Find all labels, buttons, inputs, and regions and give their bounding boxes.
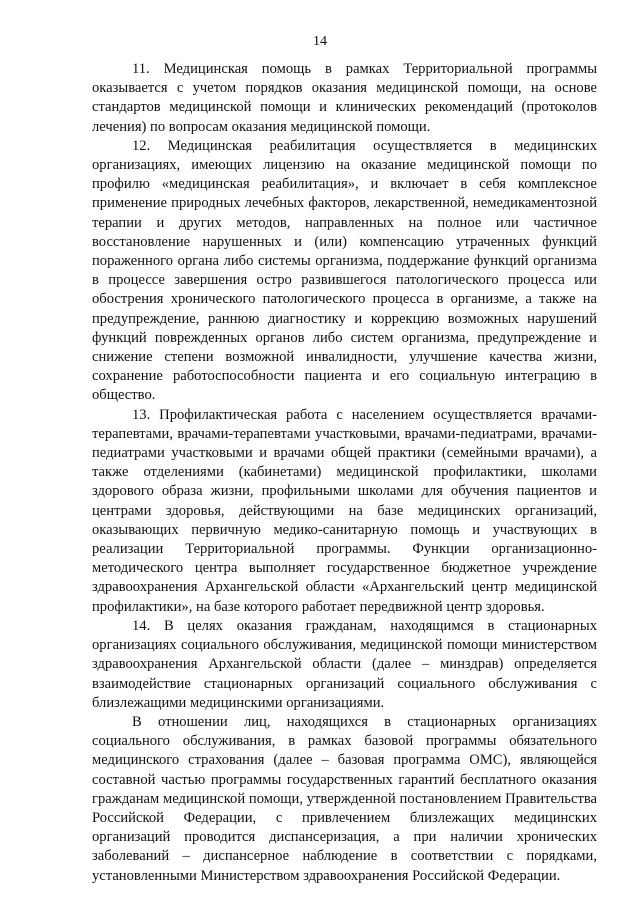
paragraph-14: 14. В целях оказания гражданам, находящимся в стационарных организациях социального обслуживания, медицинской помощи министерством здравоохранения Архангельской области (далее – минздрав) определяется взаимодействие стационарных организаций социального обслуживания с близлежащими медицинскими организациями. (92, 617, 597, 711)
document-body (92, 60, 597, 886)
page-number: 14 (313, 34, 327, 49)
paragraph-14-continuation: В отношении лиц, находящихся в стационарных организациях социального обслуживания, в рамках базовой программы обязательного медицинского страхования (далее – базовая программа ОМС), являющейся составной частью программы государственных гарантий бесплатного оказания гражданам медицинской помощи, утвержденной постановлением Правительства Российской Федерации, с привлечением близлежащих медицинских организаций проводится диспансеризация, а при наличии хронических заболеваний – диспансерное наблюдение в соответствии с порядками, установленными Министерством здравоохранения Российской Федерации. (92, 713, 597, 884)
paragraph-11: 11. Медицинская помощь в рамках Территориальной программы оказывается с учетом порядков оказания медицинской помощи, на основе стандартов медицинской помощи и клинических рекомендаций (протоколов лечения) по вопросам оказания медицинской помощи. (92, 61, 597, 135)
paragraph-12: 12. Медицинская реабилитация осуществляется в медицинских организациях, имеющих лицензию на оказание медицинской помощи по профилю «медицинская реабилитация», и включает в себя комплексное применение природных лечебных факторов, лекарственной, немедикаментозной терапии и других методов, направленных на полное или частичное восстановление нарушенных и (или) компенсацию утраченных функций пораженного органа либо системы организма, поддержание функций организма в процессе завершения остро развившегося патологического процесса или обострения хронического патологического процесса в организме, а также на предупреждение, раннюю диагностику и коррекцию возможных нарушений функций поврежденных органов либо систем организма, предупреждение и снижение степени возможной инвалидности, улучшение качества жизни, сохранение работоспособности пациента и его социальную интеграцию в общество. (92, 137, 597, 404)
paragraph-13: 13. Профилактическая работа с населением осуществляется врачами-терапевтами, врачами-терапевтами участковыми, врачами-педиатрами, врачами-педиатрами участковыми и врачами общей практики (семейными врачами), а также отделениями (кабинетами) медицинской профилактики, школами здорового образа жизни, профильными школами для обучения пациентов и центрами здоровья, действующими на базе медицинских организаций, оказывающих первичную медико-санитарную помощь и участвующих в реализации Территориальной программы. Функции организационно-методического центра выполняет государственное бюджетное учреждение здравоохранения Архангельской области «Архангельский центр медицинской профилактики», на базе которого работает передвижной центр здоровья. (92, 406, 597, 615)
